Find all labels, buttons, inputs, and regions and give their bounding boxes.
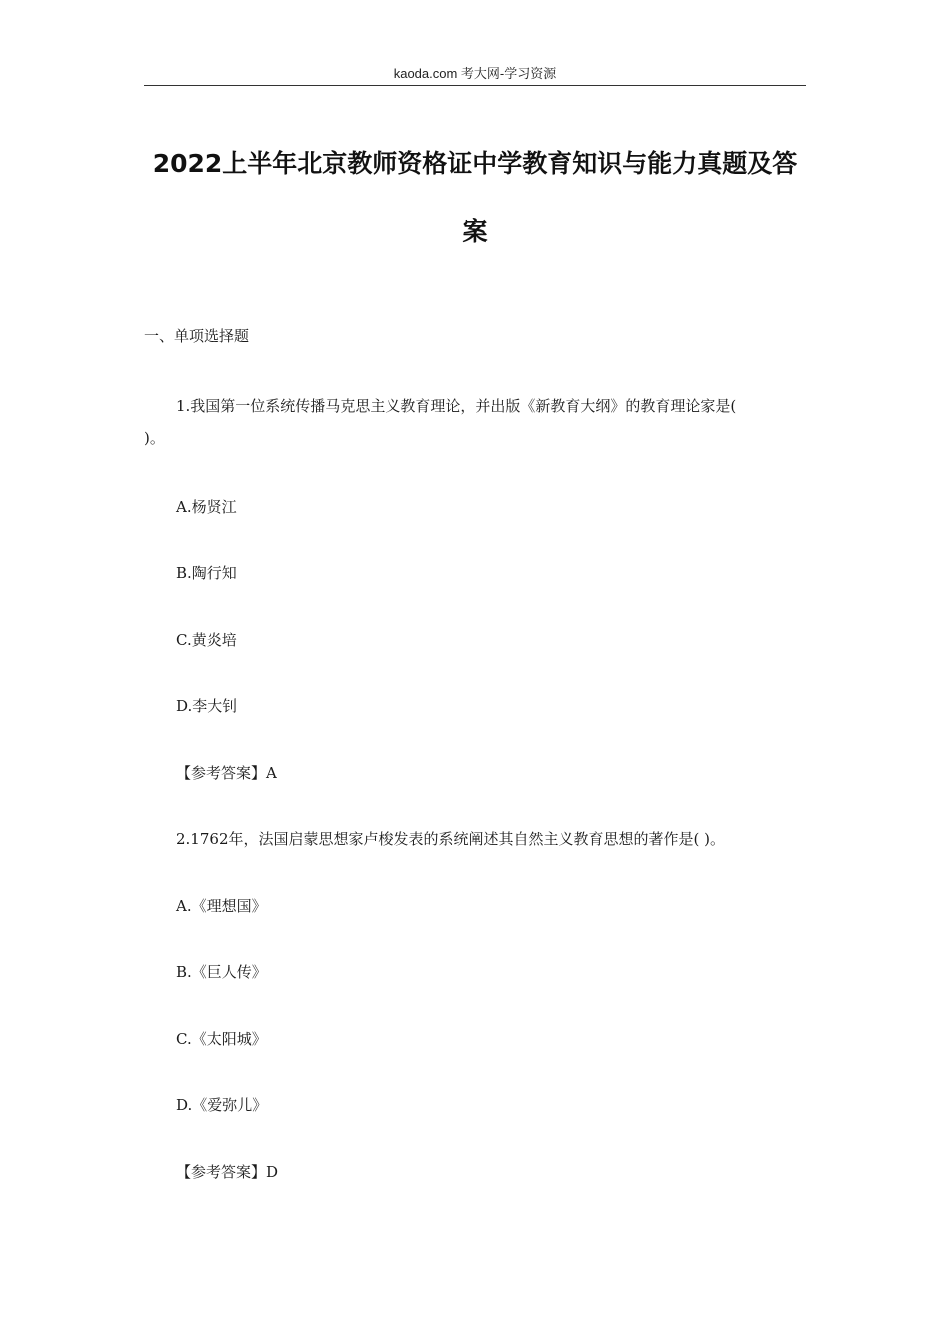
page-header: kaoda.com 考大网-学习资源 bbox=[393, 66, 557, 81]
section-heading: 一、单项选择题 bbox=[144, 327, 250, 345]
question-1-stem-cont: )。 bbox=[144, 429, 165, 447]
question-1-option-d: D.李大钊 bbox=[176, 697, 238, 715]
question-1-answer: 【参考答案】A bbox=[176, 764, 277, 782]
question-2-option-a: A.《理想国》 bbox=[176, 897, 267, 915]
question-2-option-d: D.《爱弥儿》 bbox=[176, 1096, 268, 1114]
title-line-1: 2022上半年北京教师资格证中学教育知识与能力真题及答 bbox=[152, 149, 798, 178]
question-1-option-a: A.杨贤江 bbox=[176, 498, 237, 516]
document-title bbox=[144, 130, 806, 266]
question-2-stem: 2.1762年，法国启蒙思想家卢梭发表的系统阐述其自然主义教育思想的著作是( )。 bbox=[176, 830, 725, 848]
question-2-option-c: C.《太阳城》 bbox=[176, 1030, 267, 1048]
question-2-option-b: B.《巨人传》 bbox=[176, 963, 267, 981]
title-line-2: 案 bbox=[462, 217, 488, 246]
question-1-option-c: C.黄炎培 bbox=[176, 631, 237, 649]
question-1-stem: 1.我国第一位系统传播马克思主义教育理论，并出版《新教育大纲》的教育理论家是( bbox=[176, 397, 737, 415]
question-2-answer: 【参考答案】D bbox=[176, 1163, 279, 1181]
question-1-option-b: B.陶行知 bbox=[176, 564, 237, 582]
header-divider bbox=[144, 85, 806, 86]
